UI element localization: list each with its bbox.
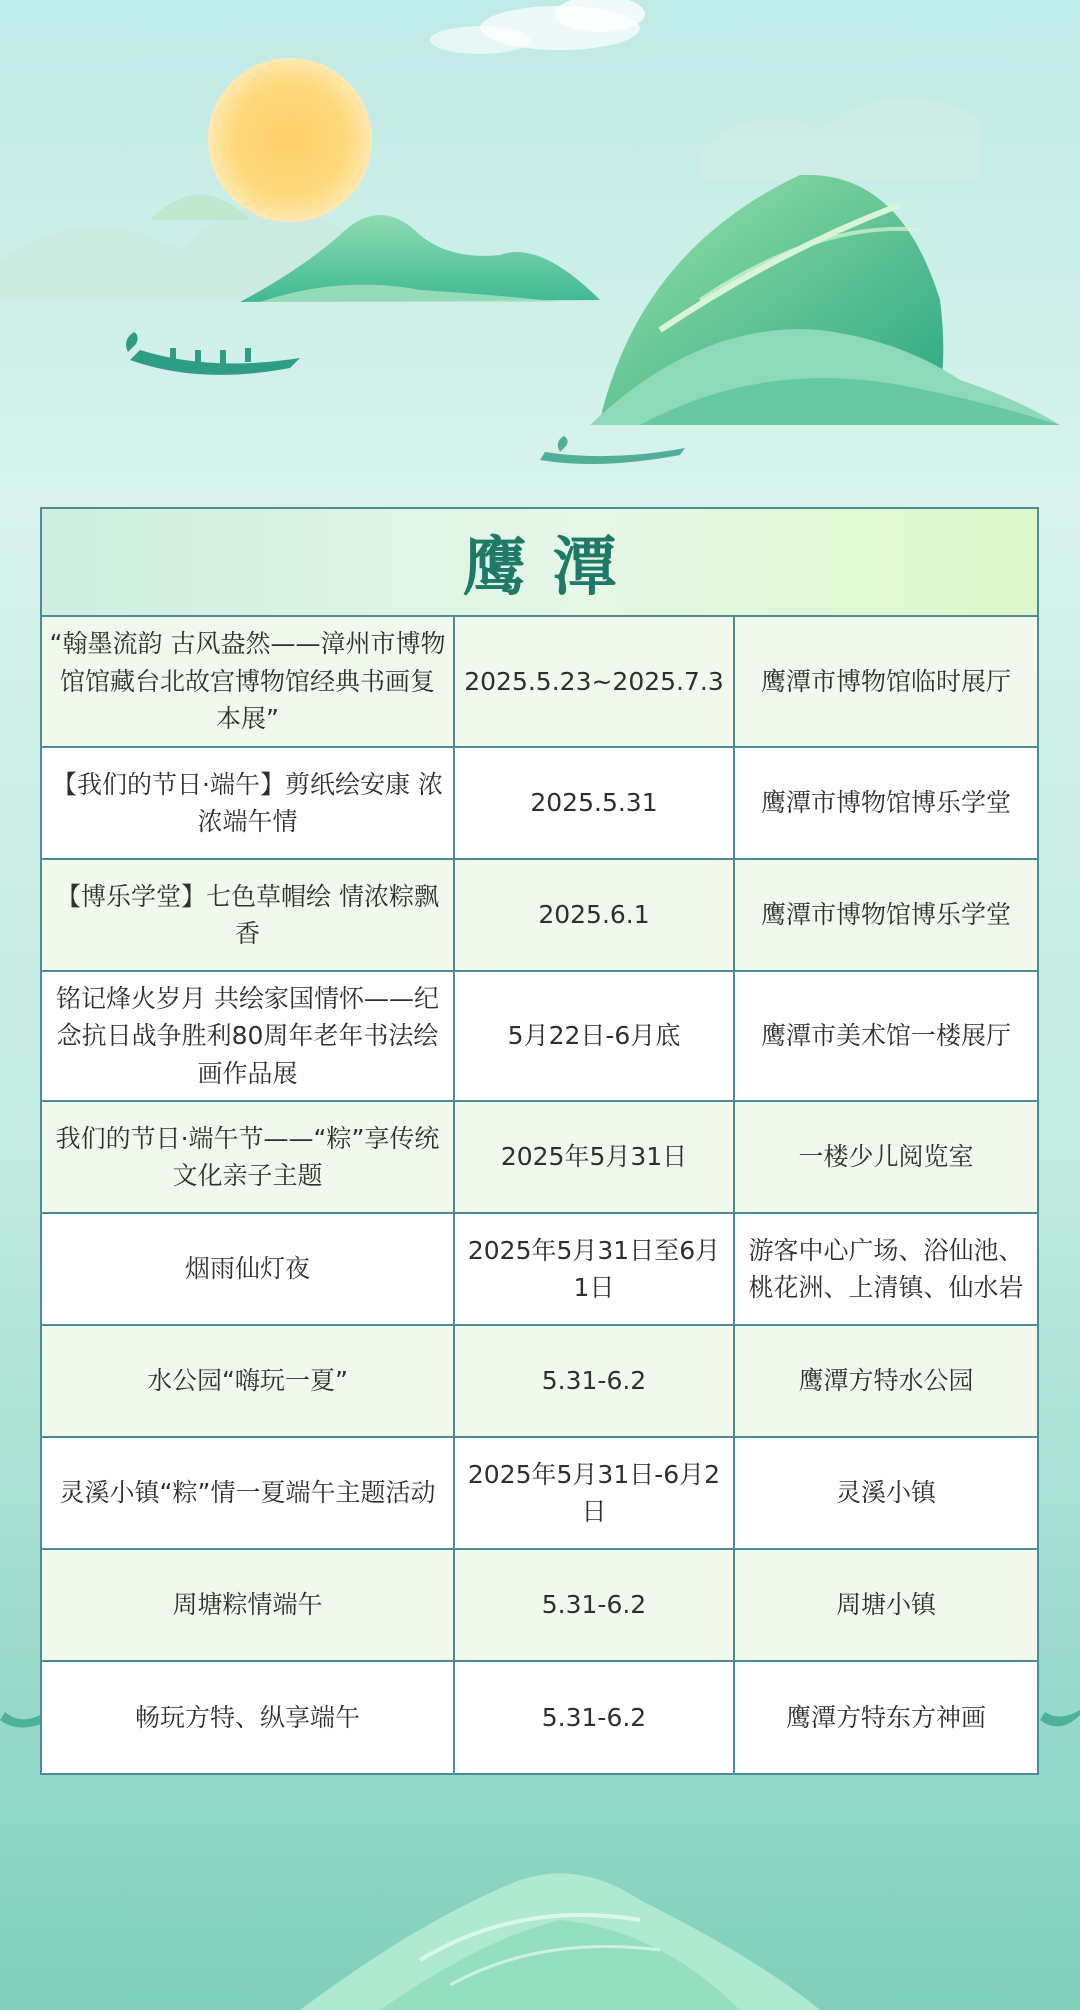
event-cell: 水公园“嗨玩一夏” xyxy=(42,1325,454,1437)
date-cell: 2025.5.23~2025.7.3 xyxy=(454,617,734,747)
table-row xyxy=(42,1549,1037,1661)
venue-cell: 鹰潭市博物馆临时展厅 xyxy=(734,617,1037,747)
date-cell: 2025.6.1 xyxy=(454,859,734,971)
event-cell: 周塘粽情端午 xyxy=(42,1549,454,1661)
venue-cell: 鹰潭市美术馆一楼展厅 xyxy=(734,971,1037,1101)
events-table-card xyxy=(40,507,1039,1775)
date-cell: 5.31-6.2 xyxy=(454,1661,734,1773)
date-cell: 5.31-6.2 xyxy=(454,1549,734,1661)
date-cell: 2025年5月31日-6月2日 xyxy=(454,1437,734,1549)
date-cell: 2025.5.31 xyxy=(454,747,734,859)
table-row xyxy=(42,1213,1037,1325)
city-title: 鹰潭 xyxy=(462,530,643,605)
venue-cell xyxy=(734,1213,1037,1325)
events-table xyxy=(42,617,1037,1773)
table-row xyxy=(42,971,1037,1101)
venue-cell: 周塘小镇 xyxy=(734,1549,1037,1661)
table-row xyxy=(42,1661,1037,1773)
title-row xyxy=(42,509,1037,617)
venue-cell: 鹰潭方特水公园 xyxy=(734,1325,1037,1437)
event-cell: 灵溪小镇“粽”情一夏端午主题活动 xyxy=(42,1437,454,1549)
venue-cell: 鹰潭方特东方神画 xyxy=(734,1661,1037,1773)
table-row xyxy=(42,617,1037,747)
table-row xyxy=(42,1101,1037,1213)
date-cell: 2025年5月31日 xyxy=(454,1101,734,1213)
date-cell: 2025年5月31日至6月1日 xyxy=(454,1213,734,1325)
event-cell: 【我们的节日·端午】剪纸绘安康 浓浓端午情 xyxy=(42,747,454,859)
event-cell: 畅玩方特、纵享端午 xyxy=(42,1661,454,1773)
event-cell: “翰墨流韵 古风盎然——漳州市博物馆馆藏台北故宫博物馆经典书画复本展” xyxy=(42,617,454,747)
event-cell: 我们的节日·端午节——“粽”享传统文化亲子主题 xyxy=(42,1101,454,1213)
event-cell: 铭记烽火岁月 共绘家国情怀——纪念抗日战争胜利80周年老年书法绘画作品展 xyxy=(42,971,454,1101)
table-row xyxy=(42,747,1037,859)
venue-cell: 一楼少儿阅览室 xyxy=(734,1101,1037,1213)
table-row xyxy=(42,859,1037,971)
venue-text: 游客中心广场、浴仙池、桃花洲、上清镇、仙水岩 xyxy=(748,1235,1024,1302)
venue-cell: 鹰潭市博物馆博乐学堂 xyxy=(734,747,1037,859)
venue-cell: 灵溪小镇 xyxy=(734,1437,1037,1549)
table-row xyxy=(42,1325,1037,1437)
table-row xyxy=(42,1437,1037,1549)
date-cell: 5.31-6.2 xyxy=(454,1325,734,1437)
event-cell: 【博乐学堂】七色草帽绘 情浓粽飘香 xyxy=(42,859,454,971)
date-cell: 5月22日-6月底 xyxy=(454,971,734,1101)
event-cell: 烟雨仙灯夜 xyxy=(42,1213,454,1325)
venue-cell: 鹰潭市博物馆博乐学堂 xyxy=(734,859,1037,971)
